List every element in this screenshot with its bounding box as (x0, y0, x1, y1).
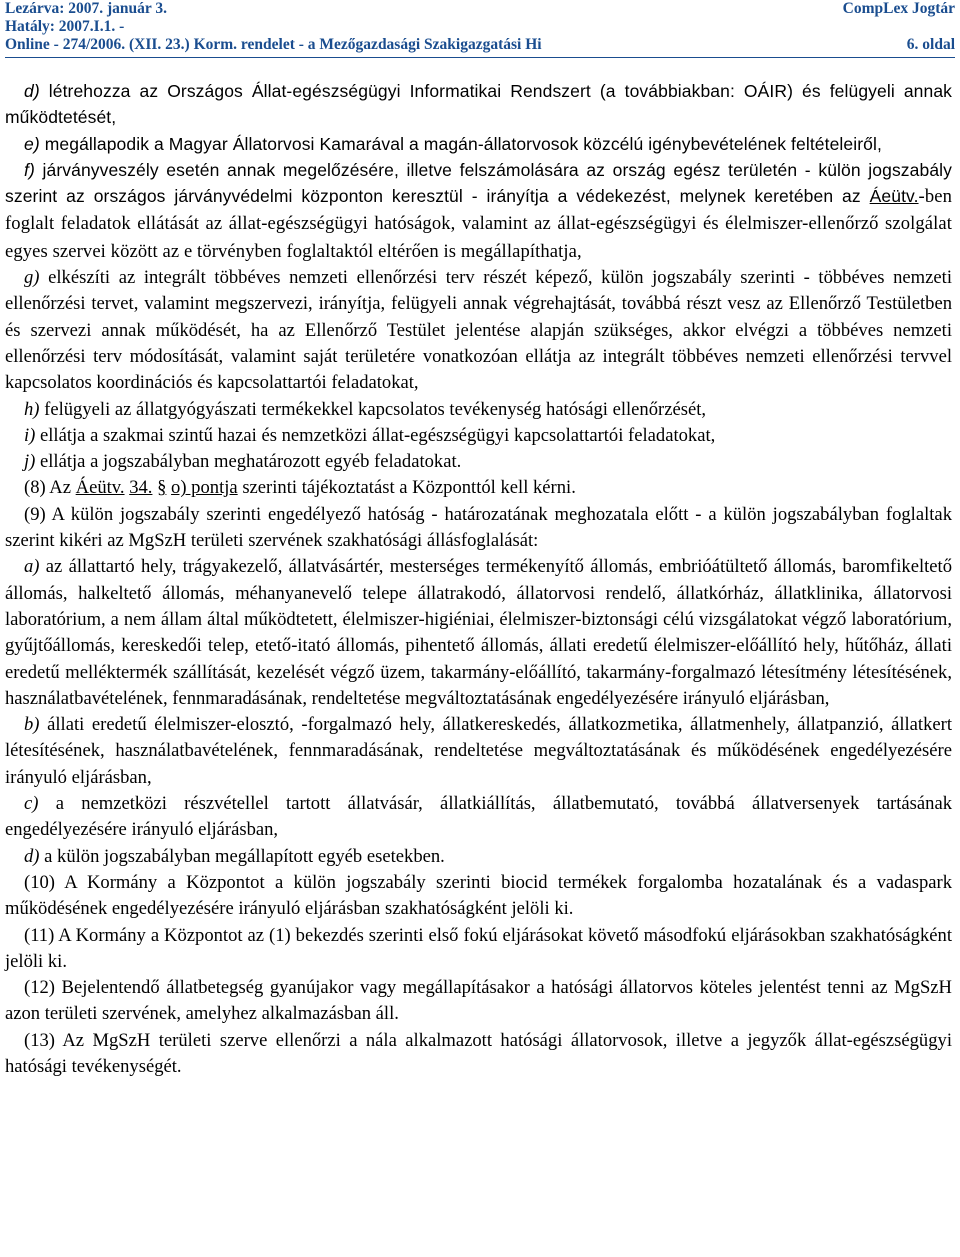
page-header (5, 0, 955, 54)
item-a-9 (5, 554, 952, 712)
item-text: állati eredetű élelmiszer-elosztó, -forgalmazó hely, állatkereskedés, állatkozmetika, állatmenhely, állatpanzió, állatkert létesítésének, használatbavételének, fennmaradásának, rendeltetése megváltoztatásának és működésének engedélyezésére irányuló eljárásban, (5, 714, 952, 788)
section-sign-link[interactable]: § (157, 477, 167, 499)
item-j (5, 449, 952, 475)
paragraph-text: szerinti tájékoztatást a Központtól kell kérni. (237, 477, 576, 499)
document-source: Online - 274/2006. (XII. 23.) Korm. rendelet - a Mezőgazdasági Szakigazgatási Hi (5, 36, 542, 53)
item-text: a külön jogszabályban megállapított egyéb esetekben. (39, 845, 445, 867)
paragraph-10: (10) A Kormány a Központot a külön jogszabály szerinti biocid termékek forgalomba hozatalának és a vadaspark működésének engedélyezésére irányuló eljárásban szakhatóságként jelöli ki. (5, 871, 952, 920)
item-label: e) (24, 133, 40, 154)
item-label: a) (24, 556, 40, 578)
item-text: ellátja a jogszabályban meghatározott egyéb feladatokat. (35, 451, 462, 473)
section-reference-link[interactable]: 34. (129, 477, 153, 499)
item-text: az állattartó hely, trágyakezelő, állatvásártér, mesterséges termékenyítő állomás, embrióátültető állomás, baromfikeltető állomás, halkeltető állomás, méhanyanevelő telepe állatrakodó, állatorvosi rendelő, állatkórház, állatklinika, állatorvosi laboratórium, a nem állam által működtetett, élelmiszer-higiéniai, élelmiszer-biztonsági célú vizsgálatokat végző laboratórium, gyűjtőállomás, kereskedői telep, etető-itató állomás, pihentető állomás, állati eredetű élelmiszer-előállító hely, hűtőház, állati eredetű melléktermék szállítását, kezelését végző üzem, takarmány-előállító, takarmány-forgalmazó létesítmény létesítésének, használatbavételének, fennmaradásának, rendeltetése megváltoztatásának engedélyezésére irányuló eljárásban, (5, 556, 952, 709)
item-text: ellátja a szakmai szintű hazai és nemzetközi állat-egészségügyi kapcsolattartói feladatokat, (35, 424, 716, 446)
item-label: g) (24, 267, 40, 289)
item-text: létrehozza az Országos Állat-egészségügyi Informatikai Rendszert (a továbbiakban: OÁIR) és felügyeli annak működtetését, (5, 81, 952, 128)
item-c-9 (5, 791, 952, 844)
item-text: elkészíti az integrált többéves nemzeti ellenőrzési terv részét képező, külön jogszabály szerinti - többéves nemzeti ellenőrzési tervet, valamint megszervezi, irányítja, felügyeli annak végrehajtását, továbbá részt vesz az Ellenőrző Testületben és szervezi annak működését, ha az Ellenőrző Testület jelentése alapján szükséges, akkor elvégzi a többéves nemzeti ellenőrzési terv módosítását, valamint saját területére vonatkozóan ellátja az integrált többéves nemzeti ellenőrzési tervvel kapcsolatos koordinációs és kapcsolattartói feladatokat, (5, 267, 952, 394)
item-text: felügyeli az állatgyógyászati termékekkel kapcsolatos tevékenység hatósági ellenőrzését, (39, 398, 707, 420)
item-i (5, 423, 952, 449)
item-label: j) (24, 451, 36, 473)
paragraph-11: (11) A Kormány a Központot az (1) bekezdés szerinti első fokú eljárásokat követő másodfokú eljárásokban szakhatóságként jelöli ki. (5, 924, 952, 972)
header-divider (5, 57, 955, 58)
paragraph-9: (9) A külön jogszabály szerinti engedélyező hatóság - határozatának meghozatala előtt - a külön jogszabályban foglaltak szerint kikéri az MgSzH területi szervének szakhatósági állásfoglalását: (5, 503, 952, 552)
item-d-9 (5, 844, 952, 870)
paragraph-12: (12) Bejelentendő állatbetegség gyanújakor vagy megállapításakor a hatósági állatorvos köteles jelentést tenni az MgSzH azon területi szervének, amelyhez alkalmazásban áll. (5, 977, 952, 1025)
publisher-name: CompLex Jogtár (842, 0, 955, 17)
item-e-kamara (5, 131, 952, 157)
item-b-9 (5, 712, 952, 791)
law-reference-link[interactable]: Áeütv. (869, 186, 919, 207)
item-label: f) (24, 159, 35, 180)
item-label: h) (24, 398, 40, 420)
point-reference-link[interactable]: o) pontja (171, 477, 238, 499)
effective-date: Hatály: 2007.I.1. - (5, 18, 125, 35)
item-text: a nemzetközi részvétellel tartott állatvásár, állatkiállítás, állatbemutató, továbbá állatversenyek tartásának engedélyezésére irányuló eljárásban, (5, 793, 952, 841)
item-label: d) (24, 81, 40, 101)
item-label: c) (24, 793, 39, 815)
item-label: i) (24, 424, 36, 446)
document-body (5, 78, 952, 1080)
item-h (5, 397, 952, 423)
closed-date: Lezárva: 2007. január 3. (5, 0, 168, 17)
item-label: d) (24, 845, 40, 867)
paragraph-text: (8) Az (24, 477, 76, 499)
item-text: -ben foglalt feladatok ellátását az állat-egészségügyi hatóságok, valamint az állat-egészségügyi és élelmiszer-ellenőrző szolgálat egyes szervei között az e törvényben foglaltaktól eltérően is megállapíthatja, (5, 186, 952, 262)
item-g-ellenorzes (5, 265, 952, 396)
item-d-oair (5, 78, 952, 131)
item-text: megállapodik a Magyar Állatorvosi Kamarával a magán-állatorvosok közcélú igénybevételének feltételeiről, (39, 133, 882, 154)
law-reference-link[interactable]: Áeütv. (75, 477, 125, 499)
item-label: b) (24, 714, 40, 736)
paragraph-8 (5, 475, 952, 501)
item-f-jarvany (5, 157, 952, 265)
page-number: 6. oldal (906, 36, 955, 53)
paragraph-13: (13) Az MgSzH területi szerve ellenőrzi a nála alkalmazott hatósági állatorvosok, illetve a jegyzők állat-egészségügyi hatósági tevékenységét. (5, 1029, 952, 1077)
item-text: járványveszély esetén annak megelőzésére, illetve felszámolására az ország egész területén - külön jogszabály szerint az országos járványvédelmi központon keresztül - irányítja a védekezést, melynek keretében az (5, 159, 952, 207)
